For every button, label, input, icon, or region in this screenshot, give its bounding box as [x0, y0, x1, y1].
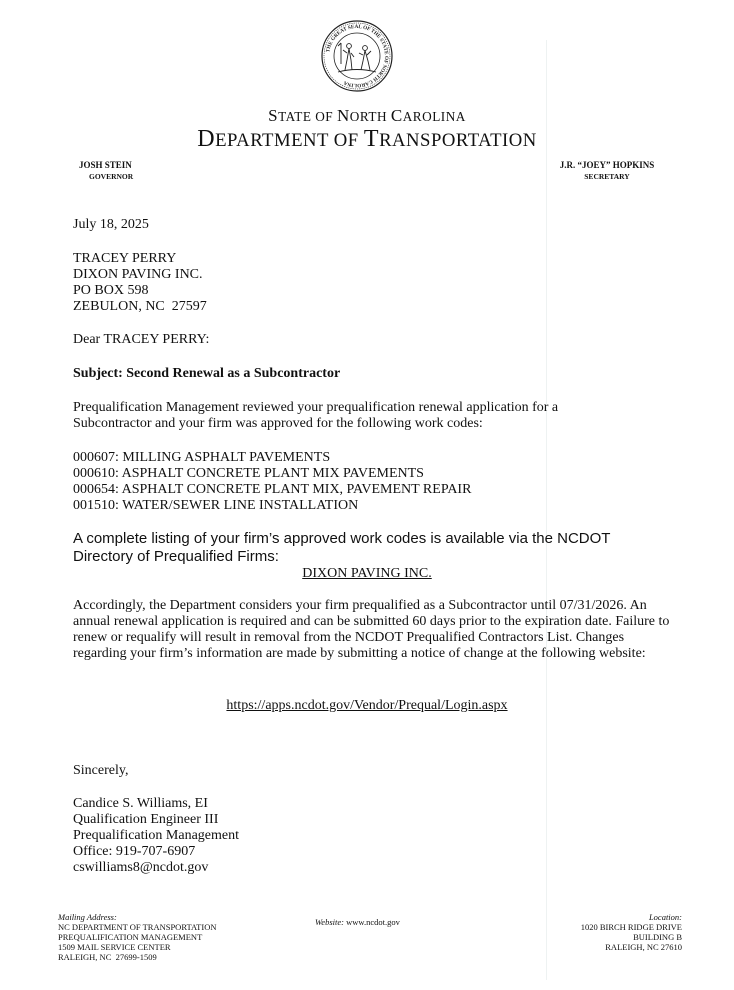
closing: Sincerely, — [73, 763, 129, 778]
location-line: RALEIGH, NC 27610 — [605, 942, 682, 952]
work-code-item: 001510: WATER/SEWER LINE INSTALLATION — [73, 498, 359, 513]
work-code-item: 000610: ASPHALT CONCRETE PLANT MIX PAVEMENTS — [73, 466, 424, 481]
firm-directory-link-wrapper — [0, 566, 734, 582]
prequalification-paragraph: Accordingly, the Department considers your firm prequalified as a Subcontractor until 07/31/2026. An annual renewal application is required and can be submitted 60 days prior to the expiration date. Failure to renew or requalify will result in removal from the NCDOT Prequalified Contractors List. Changes regarding your firm’s information are made by submitting a notice of change at the following website: — [73, 598, 670, 661]
work-code-item: 000607: MILLING ASPHALT PAVEMENTS — [73, 450, 331, 465]
directory-note: A complete listing of your firm’s approved work codes is available via the NCDOT Directory of Prequalified Firms: — [73, 530, 611, 565]
recipient-line: DIXON PAVING INC. — [73, 267, 203, 282]
website-link-wrapper — [0, 698, 734, 714]
mailing-line: PREQUALIFICATION MANAGEMENT — [58, 932, 203, 942]
mailing-line: 1509 MAIL SERVICE CENTER — [58, 942, 171, 952]
state-name-heading: STATE OF NORTH CAROLINA — [268, 106, 466, 125]
signer-unit: Prequalification Management — [73, 828, 239, 843]
signer-name: Candice S. Williams, EI — [73, 796, 208, 811]
recipient-line: ZEBULON, NC 27597 — [73, 299, 207, 314]
location-line: 1020 BIRCH RIDGE DRIVE — [580, 922, 682, 932]
subject-line: Subject: Second Renewal as a Subcontractor — [73, 366, 341, 381]
signer-email[interactable]: cswilliams8@ncdot.gov — [73, 860, 209, 875]
governor-block — [79, 160, 133, 182]
approval-paragraph: Prequalification Management reviewed your prequalification renewal application for a Subcontractor and your firm was approved for the following work codes: — [73, 400, 559, 431]
letter-date: July 18, 2025 — [73, 217, 149, 232]
signer-phone: Office: 919-707-6907 — [73, 844, 196, 859]
location-label: Location: — [648, 912, 682, 922]
recipient-line: PO BOX 598 — [73, 283, 149, 298]
mailing-line: NC DEPARTMENT OF TRANSPORTATION — [58, 922, 217, 932]
secretary-name: J.R. “JOEY” HOPKINS — [559, 160, 655, 170]
signature-block — [73, 796, 239, 876]
secretary-block — [542, 160, 672, 182]
north-carolina-seal — [321, 20, 393, 92]
footer-mailing-address — [58, 912, 217, 962]
secretary-title: SECRETARY — [584, 172, 630, 181]
prequal-login-link[interactable]: https://apps.ncdot.gov/Vendor/Prequal/Login.aspx — [226, 698, 508, 713]
mailing-label: Mailing Address: — [58, 912, 117, 922]
work-codes-list — [73, 450, 471, 514]
recipient-line: TRACEY PERRY — [73, 251, 177, 266]
governor-title: GOVERNOR — [89, 172, 134, 181]
website-value[interactable]: www.ncdot.gov — [346, 917, 400, 927]
work-code-item: 000654: ASPHALT CONCRETE PLANT MIX, PAVEMENT REPAIR — [73, 482, 472, 497]
footer-website — [315, 917, 400, 927]
location-line: BUILDING B — [633, 932, 682, 942]
firm-directory-link[interactable]: DIXON PAVING INC. — [302, 566, 432, 581]
recipient-address — [73, 251, 207, 315]
department-heading: DEPARTMENT OF TRANSPORTATION — [197, 126, 537, 152]
website-label: Website: — [315, 917, 344, 927]
salutation: Dear TRACEY PERRY: — [73, 332, 210, 347]
footer-location — [520, 912, 682, 952]
governor-name: JOSH STEIN — [79, 160, 132, 170]
mailing-line: RALEIGH, NC 27699-1509 — [58, 952, 157, 962]
seal-text: THE GREAT SEAL OF THE STATE OF NORTH CAROLINA — [325, 23, 390, 89]
signer-title: Qualification Engineer III — [73, 812, 219, 827]
